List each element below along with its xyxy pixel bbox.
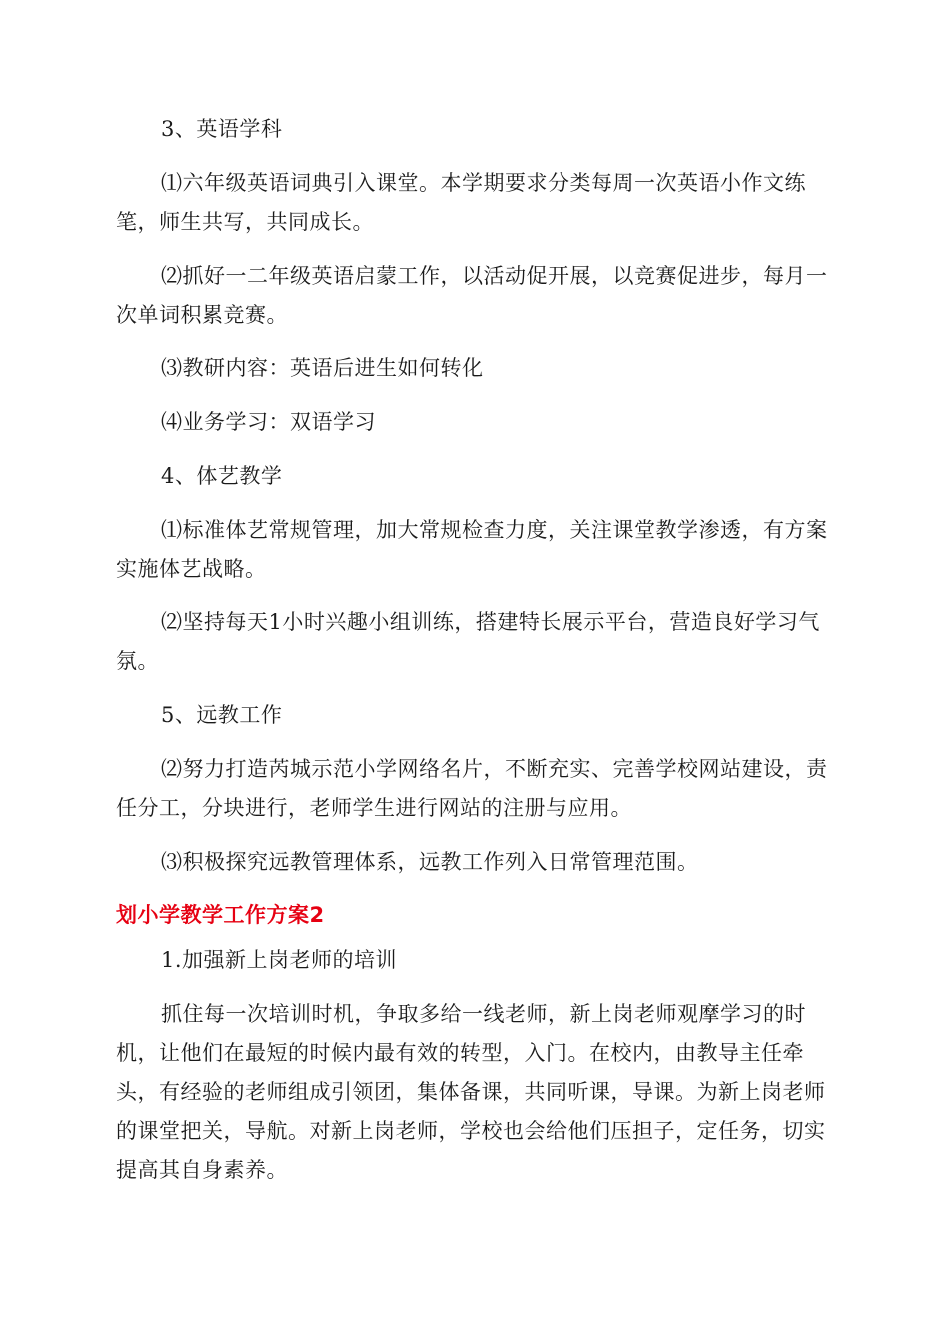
paragraph-distance-education-2: ⑵努力打造芮城示范小学网络名片，不断充实、完善学校网站建设，责任分工，分块进行，老师学生进行网站的注册与应用。 [116, 757, 828, 820]
paragraph-sports-arts-2: ⑵坚持每天1小时兴趣小组训练，搭建特长展示平台，营造良好学习气氛。 [116, 610, 820, 673]
paragraph-english-2: ⑵抓好一二年级英语启蒙工作，以活动促开展，以竞赛促进步，每月一次单词积累竞赛。 [116, 264, 828, 327]
item-heading-distance-education: 5、远教工作 [161, 703, 283, 727]
paragraph-sports-arts-1: ⑴标准体艺常规管理，加大常规检查力度，关注课堂教学渗透，有方案实施体艺战略。 [116, 518, 828, 581]
item-heading-sports-arts: 4、体艺教学 [161, 464, 283, 488]
item-heading-teacher-training: 1.加强新上岗老师的培训 [161, 948, 398, 972]
item-heading-english: 3、英语学科 [161, 117, 283, 141]
paragraph-distance-education-3: ⑶积极探究远教管理体系，远教工作列入日常管理范围。 [161, 850, 699, 874]
paragraph-english-3: ⑶教研内容：英语后进生如何转化 [161, 356, 484, 380]
paragraph-teacher-training: 抓住每一次培训时机，争取多给一线老师，新上岗老师观摩学习的时机，让他们在最短的时候内最有效的转型，入门。在校内，由教导主任牵头，有经验的老师组成引领团，集体备课，共同听课，导课。为新上岗老师的课堂把关，导航。对新上岗老师，学校也会给他们压担子，定任务，切实提高其自身素养。 [116, 1002, 826, 1182]
paragraph-english-4: ⑷业务学习：双语学习 [161, 410, 376, 434]
section-heading: 划小学教学工作方案2 [116, 903, 325, 927]
paragraph-english-1: ⑴六年级英语词典引入课堂。本学期要求分类每周一次英语小作文练笔，师生共写，共同成长。 [116, 171, 806, 234]
